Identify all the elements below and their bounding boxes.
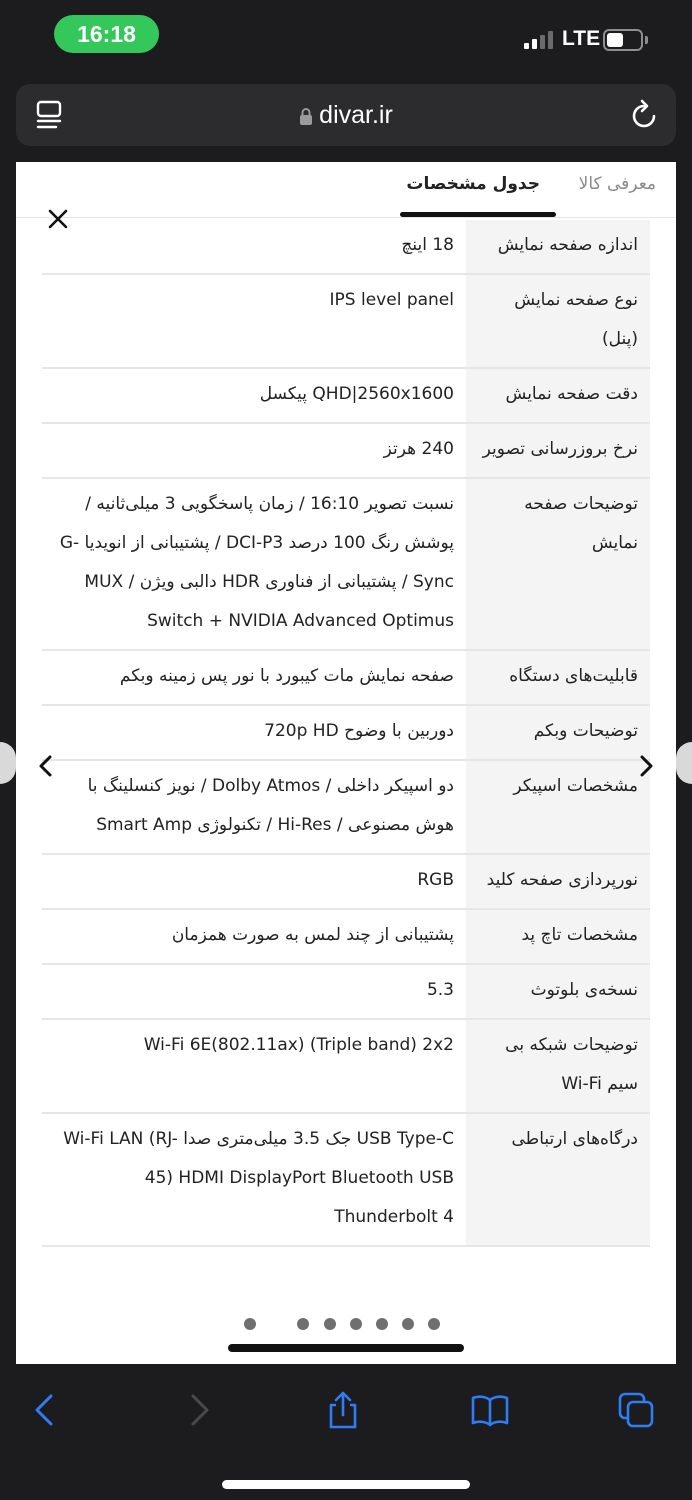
spec-row xyxy=(42,706,650,761)
spec-label: مشخصات اسپیکر xyxy=(466,761,650,853)
spec-value: دوربین با وضوح 720p HD xyxy=(264,721,454,741)
address-bar[interactable] xyxy=(16,84,676,146)
back-icon[interactable] xyxy=(26,1390,66,1430)
spec-value: 240 هرتز xyxy=(383,439,454,459)
status-bar xyxy=(0,0,692,76)
spec-row xyxy=(42,855,650,910)
url-text: divar.ir xyxy=(319,101,393,129)
spec-label: نرخ بروزرسانی تصویر xyxy=(466,424,650,477)
share-icon[interactable] xyxy=(323,1390,363,1430)
spec-row xyxy=(42,761,650,855)
spec-row xyxy=(42,651,650,706)
spec-value: دو اسپیکر داخلی / Dolby Atmos / نویز کنسلینگ با هوش مصنوعی / Hi-Res / تکنولوژی Smart Amp xyxy=(87,776,454,835)
horizontal-scrollbar[interactable] xyxy=(228,1344,464,1352)
chevron-right-icon[interactable] xyxy=(632,752,660,780)
spec-label: نورپردازی صفحه کلید xyxy=(466,855,650,908)
spec-row xyxy=(42,1020,650,1114)
spec-row xyxy=(42,275,650,369)
spec-row xyxy=(42,369,650,424)
carousel-dot[interactable] xyxy=(402,1318,414,1330)
carousel-dot[interactable] xyxy=(350,1318,362,1330)
spec-value: نسبت تصویر 16:10 / زمان پاسخگویی 3 میلی‌ثانیه / پوشش رنگ 100 درصد DCI-P3 / پشتیبانی از انویدیا G-Sync / پشتیبانی از فناوری HDR دالبی ویژن / MUX Switch + NVIDIA Advanced Optimus xyxy=(59,494,454,631)
page-content xyxy=(16,162,676,1364)
browser-toolbar xyxy=(0,1364,692,1500)
spec-label: دقت صفحه نمایش xyxy=(466,369,650,422)
tab-product-intro[interactable]: معرفی کالا xyxy=(578,174,656,194)
spec-row xyxy=(42,910,650,965)
cellular-signal-icon xyxy=(524,31,556,49)
battery-tip xyxy=(645,36,648,44)
close-icon[interactable] xyxy=(46,207,70,231)
spec-label: اندازه صفحه نمایش xyxy=(466,220,650,273)
home-indicator xyxy=(222,1480,470,1489)
carousel-dot[interactable] xyxy=(297,1318,309,1330)
bookmarks-icon[interactable] xyxy=(470,1390,510,1430)
edge-tab-left xyxy=(0,742,16,784)
forward-icon[interactable] xyxy=(178,1390,218,1430)
network-type: LTE xyxy=(562,27,601,50)
spec-label: توضیحات صفحه نمایش xyxy=(466,479,650,649)
spec-row xyxy=(42,479,650,651)
url-display[interactable] xyxy=(16,84,676,146)
spec-value: RGB xyxy=(417,870,454,890)
spec-label: توضیحات شبکه بی سیم Wi-Fi xyxy=(466,1020,650,1112)
spec-label: درگاه‌های ارتباطی xyxy=(466,1114,650,1245)
spec-value: QHD|2560x1600 پیکسل xyxy=(259,384,454,404)
carousel-dot[interactable] xyxy=(324,1318,336,1330)
spec-value: USB Type-C جک 3.5 میلی‌متری صدا Wi-Fi LAN (RJ-45) HDMI DisplayPort Bluetooth USB Thunderbolt 4 xyxy=(63,1129,454,1227)
edge-tab-right xyxy=(676,742,692,784)
battery-icon xyxy=(603,29,643,51)
carousel-dot[interactable] xyxy=(376,1318,388,1330)
tab-spec-table[interactable]: جدول مشخصات xyxy=(406,174,540,194)
spec-value: IPS level panel xyxy=(329,290,454,310)
chevron-left-icon[interactable] xyxy=(32,752,60,780)
spec-row xyxy=(42,965,650,1020)
spec-label: مشخصات تاچ پد xyxy=(466,910,650,963)
spec-value: پشتیبانی از چند لمس به صورت همزمان xyxy=(171,925,454,945)
spec-value: 5.3 xyxy=(426,980,454,1000)
tab-bar xyxy=(16,162,676,218)
tabs-icon[interactable] xyxy=(616,1390,656,1430)
tab-divider xyxy=(16,217,676,218)
spec-label: نسخه‌ی بلوتوث xyxy=(466,965,650,1018)
carousel-dot[interactable] xyxy=(244,1318,256,1330)
spec-value: Wi-Fi 6E(802.11ax) (Triple band) 2x2 xyxy=(143,1035,454,1055)
carousel-dots xyxy=(244,1318,464,1332)
spec-label: نوع صفحه نمایش (پنل) xyxy=(466,275,650,367)
lock-icon xyxy=(299,107,313,126)
carousel-dot[interactable] xyxy=(428,1318,440,1330)
spec-label: قابلیت‌های دستگاه xyxy=(466,651,650,704)
spec-value: 18 اینچ xyxy=(401,235,454,255)
spec-row xyxy=(42,1114,650,1247)
reader-mode-icon[interactable] xyxy=(36,100,62,130)
spec-table xyxy=(42,220,650,1247)
status-time: 16:18 xyxy=(54,15,159,53)
spec-value: صفحه نمایش مات کیبورد با نور پس زمینه وبکم xyxy=(119,666,454,686)
reload-icon[interactable] xyxy=(630,99,660,131)
spec-label: توضیحات وبکم xyxy=(466,706,650,759)
spec-row xyxy=(42,424,650,479)
spec-row xyxy=(42,220,650,275)
